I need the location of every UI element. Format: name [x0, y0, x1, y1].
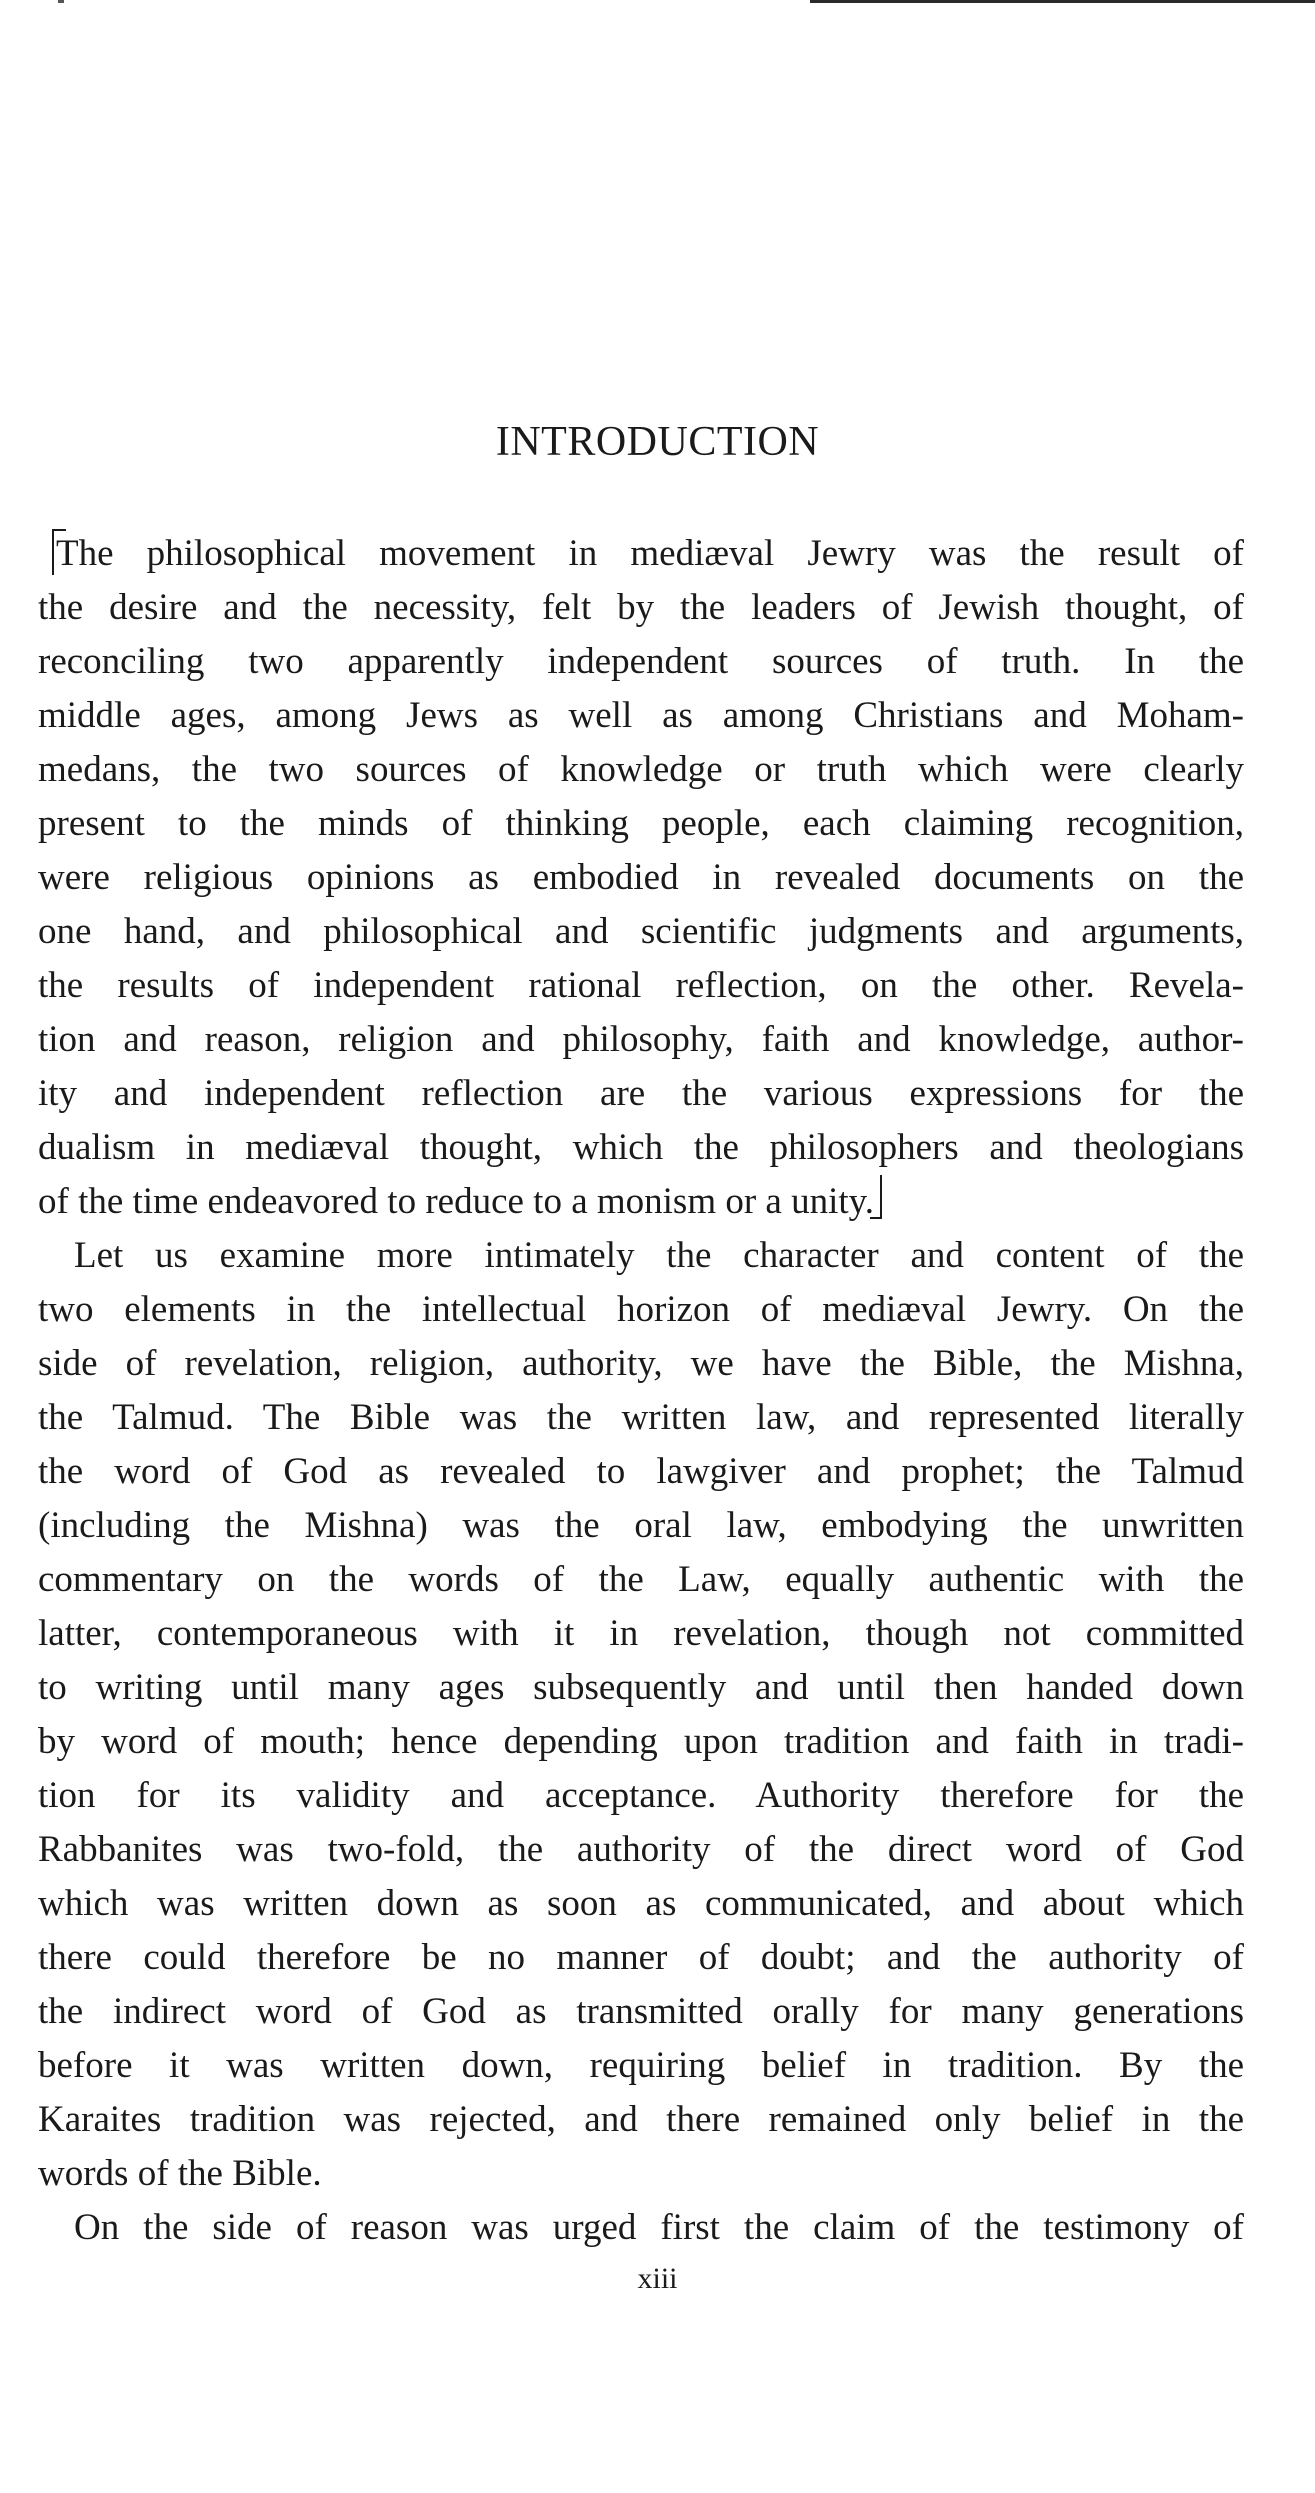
text-line: were religious opinions as embodied in revealed documents on the [38, 857, 1244, 898]
text-line: medans, the two sources of knowledge or truth which were clearly [38, 749, 1244, 790]
text-line: before it was written down, requiring belief in tradition. By the [38, 2045, 1244, 2086]
top-margin-mark [58, 0, 64, 3]
text-line: words of the Bible. [38, 2153, 322, 2194]
text-line: the word of God as revealed to lawgiver and prophet; the Talmud [38, 1451, 1244, 1492]
text-line: the results of independent rational reflection, on the other. Revela- [38, 965, 1244, 1006]
text-line: present to the minds of thinking people, each claiming recognition, [38, 803, 1244, 844]
text-line: the indirect word of God as transmitted orally for many generations [38, 1991, 1244, 2032]
text-line: latter, contemporaneous with it in revelation, though not committed [38, 1613, 1244, 1654]
text-line: by word of mouth; hence depending upon tradition and faith in tradi- [38, 1721, 1244, 1762]
text-line: there could therefore be no manner of doubt; and the authority of [38, 1937, 1244, 1978]
text-line: which was written down as soon as communicated, and about which [38, 1883, 1244, 1924]
text-line: Rabbanites was two-fold, the authority of the direct word of God [38, 1829, 1244, 1870]
paragraph-1 [38, 527, 1244, 1229]
text-line: commentary on the words of the Law, equally authentic with the [38, 1559, 1244, 1600]
text-line: the Talmud. The Bible was the written law, and represented literally [38, 1397, 1244, 1438]
text-line: Let us examine more intimately the character and content of the [74, 1235, 1244, 1276]
text-line: reconciling two apparently independent sources of truth. In the [38, 641, 1244, 682]
page-number: xiii [637, 2262, 678, 2295]
line-text: of the time endeavored to reduce to a monism or a unity. [38, 1181, 875, 1222]
text-line: tion for its validity and acceptance. Authority therefore for the [38, 1775, 1244, 1816]
body-text [38, 527, 1244, 2255]
text-line: ity and independent reflection are the various expressions for the [38, 1073, 1244, 1114]
text-line: (including the Mishna) was the oral law, embodying the unwritten [38, 1505, 1244, 1546]
text-line [38, 1175, 1244, 1229]
line-text: The philosophical movement in mediæval Jewry was the result of [56, 533, 1244, 574]
text-line: tion and reason, religion and philosophy, faith and knowledge, author- [38, 1019, 1244, 1060]
close-bracket-mark [870, 1175, 882, 1219]
text-line: middle ages, among Jews as well as among Christians and Moham- [38, 695, 1244, 736]
text-line [38, 527, 1244, 581]
paragraph-2 [38, 1229, 1244, 2201]
paragraph-3 [38, 2201, 1244, 2255]
text-line: one hand, and philosophical and scientific judgments and arguments, [38, 911, 1244, 952]
text-line: the desire and the necessity, felt by the leaders of Jewish thought, of [38, 587, 1244, 628]
text-line: two elements in the intellectual horizon of mediæval Jewry. On the [38, 1289, 1244, 1330]
text-line: to writing until many ages subsequently and until then handed down [38, 1667, 1244, 1708]
text-line: Karaites tradition was rejected, and there remained only belief in the [38, 2099, 1244, 2140]
top-rule [810, 0, 1315, 3]
text-line: dualism in mediæval thought, which the philosophers and theologians [38, 1127, 1244, 1168]
page-title: INTRODUCTION [495, 419, 820, 465]
text-line: side of revelation, religion, authority, we have the Bible, the Mishna, [38, 1343, 1244, 1384]
text-line: On the side of reason was urged first the claim of the testimony of [74, 2207, 1244, 2248]
